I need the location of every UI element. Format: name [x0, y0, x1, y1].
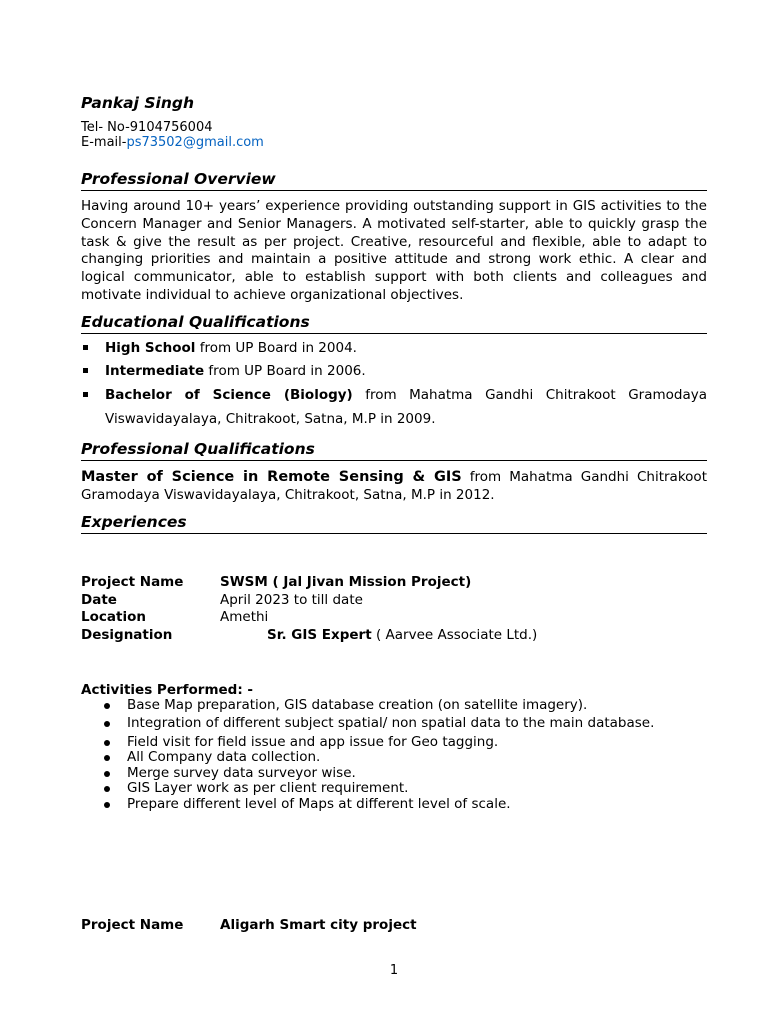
designation-company: ( Aarvee Associate Ltd.) [371, 627, 538, 643]
date-label: Date [81, 592, 117, 608]
education-item [105, 336, 707, 360]
project-name-label: Project Name [81, 917, 184, 933]
square-bullet-icon [83, 345, 88, 350]
education-item [105, 359, 707, 383]
education-item-bold: Bachelor of Science (Biology) [105, 387, 353, 403]
section-title-overview: Professional Overview [81, 170, 707, 191]
designation-label: Designation [81, 627, 173, 643]
overview-paragraph: Having around 10+ years’ experience providing outstanding support in GIS activities to the Concern Manager and Senior Managers. A motivated self-starter, able to quickly grasp the task & give the result as per project. Creative, resourceful and flexible, able to adapt to changing priorities and maintain a positive attitude and strong work ethic. A clear and logical communicator, able to establish support with both clients and colleagues and motivate individual to achieve organizational objectives. [81, 198, 707, 303]
bullet-dot-icon [104, 755, 110, 761]
activity-item: Integration of different subject spatial/ non spatial data to the main database. [127, 715, 655, 731]
section-title-experiences: Experiences [81, 513, 707, 534]
page-number: 1 [389, 963, 399, 978]
education-item-bold: High School [105, 340, 196, 356]
activities-title: Activities Performed: - [81, 682, 254, 698]
activity-item: Field visit for field issue and app issue for Geo tagging. [127, 734, 499, 750]
education-item-text: from UP Board in 2004. [195, 340, 357, 356]
email-link[interactable]: ps73502@gmail.com [126, 135, 264, 150]
professional-paragraph [81, 469, 707, 505]
phone-line: Tel- No-9104756004 [81, 120, 213, 135]
project-name-value: Aligarh Smart city project [220, 917, 417, 933]
education-item-text: from UP Board in 2006. [204, 363, 366, 379]
bullet-dot-icon [104, 786, 110, 792]
activity-item: Base Map preparation, GIS database creation (on satellite imagery). [127, 697, 588, 713]
professional-degree-detail: from Mahatma Gandhi Chitrakoot Gramodaya Viswavidayalaya, Chitrakoot, Satna, M.P in 2012. [81, 469, 707, 503]
square-bullet-icon [83, 392, 88, 397]
location-label: Location [81, 609, 146, 625]
bullet-dot-icon [104, 771, 110, 777]
designation-value [267, 626, 537, 644]
activity-item: Merge survey data surveyor wise. [127, 765, 356, 781]
section-title-professional: Professional Qualifications [81, 440, 707, 461]
bullet-dot-icon [104, 740, 110, 746]
education-item-bold: Intermediate [105, 363, 205, 379]
project-name-label: Project Name [81, 574, 184, 590]
activity-item: Prepare different level of Maps at different level of scale. [127, 796, 511, 812]
date-value: April 2023 to till date [220, 592, 363, 608]
square-bullet-icon [83, 368, 88, 373]
activity-item: All Company data collection. [127, 749, 321, 765]
bullet-dot-icon [104, 721, 110, 727]
section-title-education: Educational Qualifications [81, 313, 707, 334]
education-item [105, 383, 707, 431]
candidate-name: Pankaj Singh [81, 94, 194, 112]
designation-title: Sr. GIS Expert [267, 627, 372, 643]
education-item-text: from Mahatma Gandhi Chitrakoot Gramodaya Viswavidayalaya, Chitrakoot, Satna, M.P in 2009. [105, 387, 707, 427]
location-value: Amethi [220, 609, 269, 625]
bullet-dot-icon [104, 703, 110, 709]
email-line [81, 135, 264, 150]
professional-degree: Master of Science in Remote Sensing & GIS [81, 469, 462, 485]
email-label: E-mail- [81, 135, 127, 150]
activity-item: GIS Layer work as per client requirement. [127, 780, 409, 796]
project-name-value: SWSM ( Jal Jivan Mission Project) [220, 574, 472, 590]
bullet-dot-icon [104, 802, 110, 808]
